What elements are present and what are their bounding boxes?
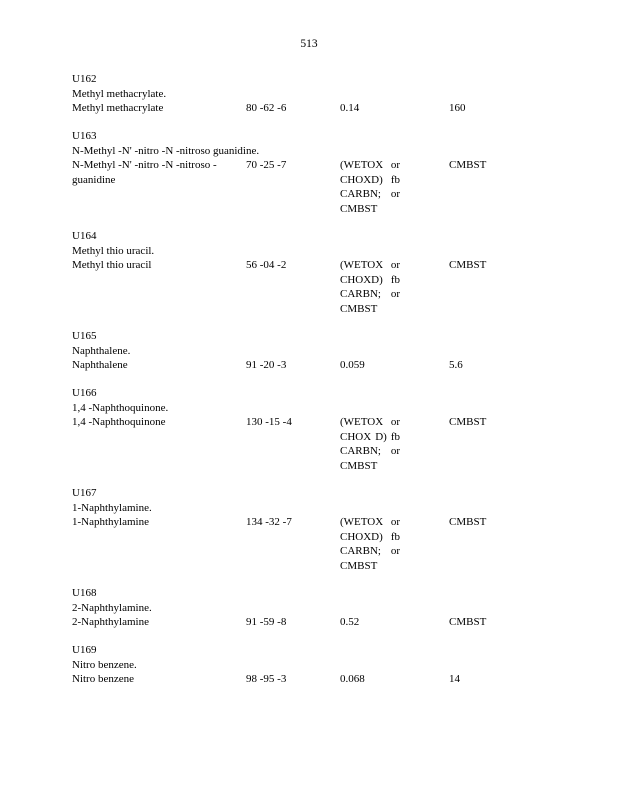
- waste-entry-u167: [72, 486, 592, 573]
- constituent-name: 1,4 -Naphthoquinone: [72, 416, 166, 428]
- cas-number: 130 -15 -4: [246, 416, 292, 428]
- nonwastewater-standard: CMBST: [449, 516, 487, 528]
- waste-code: U168: [72, 587, 97, 599]
- cas-number: 91 -20 -3: [246, 359, 287, 371]
- waste-code: U163: [72, 130, 97, 142]
- waste-entry-u162: [72, 72, 592, 116]
- waste-entry-u166: [72, 386, 592, 473]
- entry-header-name: Nitro benzene.: [72, 658, 137, 671]
- waste-entry-u164: [72, 229, 592, 316]
- constituent-row: [72, 515, 592, 573]
- constituent-name: Naphthalene: [72, 359, 128, 371]
- cas-number: 91 -59 -8: [246, 616, 287, 628]
- nonwastewater-standard: CMBST: [449, 416, 487, 428]
- nonwastewater-standard: CMBST: [449, 616, 487, 628]
- constituent-row: [72, 415, 592, 473]
- nonwastewater-standard: CMBST: [449, 259, 487, 271]
- entry-header-name: N-Methyl -N' -nitro -N -nitroso guanidine.: [72, 144, 260, 157]
- waste-entry-u169: [72, 643, 592, 687]
- waste-entry-u163: [72, 129, 592, 216]
- constituent-row: [72, 358, 592, 373]
- waste-code: U162: [72, 73, 97, 85]
- constituent-name: Methyl thio uracil: [72, 259, 152, 271]
- constituent-name: Methyl methacrylate: [72, 102, 164, 114]
- cas-number: 98 -95 -3: [246, 673, 287, 685]
- wastewater-standard: 0.068: [340, 673, 365, 685]
- entry-header-name: 1-Naphthylamine.: [72, 501, 152, 514]
- cas-number: 56 -04 -2: [246, 259, 287, 271]
- constituent-row: [72, 101, 592, 116]
- constituent-name: Nitro benzene: [72, 673, 134, 685]
- waste-code: U166: [72, 387, 97, 399]
- waste-code: U164: [72, 230, 97, 242]
- constituent-name: 1-Naphthylamine: [72, 516, 149, 528]
- nonwastewater-standard: 160: [449, 102, 466, 114]
- wastewater-standard: 0.059: [340, 359, 365, 371]
- entry-header-name: Methyl methacrylate.: [72, 87, 167, 100]
- constituent-name: N-Methyl -N' -nitro -N -nitroso - guanidine: [72, 159, 217, 186]
- waste-code: U167: [72, 487, 97, 499]
- constituent-name: 2-Naphthylamine: [72, 616, 149, 628]
- entry-header-name: 2-Naphthylamine.: [72, 601, 152, 614]
- constituent-row: [72, 615, 592, 630]
- constituent-row: [72, 258, 592, 316]
- entry-header-name: 1,4 -Naphthoquinone.: [72, 401, 169, 414]
- wastewater-standard: 0.52: [340, 616, 360, 628]
- cas-number: 70 -25 -7: [246, 159, 287, 171]
- nonwastewater-standard: 5.6: [449, 359, 463, 371]
- wastewater-standard: (WETOX or CHOXD) fb CARBN; or CMBST: [340, 159, 400, 215]
- nonwastewater-standard: 14: [449, 673, 460, 685]
- cas-number: 134 -32 -7: [246, 516, 292, 528]
- entry-header-name: Methyl thio uracil.: [72, 244, 155, 257]
- entry-header-name: Naphthalene.: [72, 344, 131, 357]
- cas-number: 80 -62 -6: [246, 102, 287, 114]
- constituent-row: [72, 158, 592, 216]
- page-number: 513: [300, 38, 318, 50]
- waste-entry-u168: [72, 586, 592, 630]
- wastewater-standard: (WETOX or CHOXD) fb CARBN; or CMBST: [340, 516, 400, 572]
- waste-entry-u165: [72, 329, 592, 373]
- constituent-row: [72, 672, 592, 687]
- waste-code: U165: [72, 330, 97, 342]
- wastewater-standard: (WETOX or CHOX D) fb CARBN; or CMBST: [340, 416, 400, 472]
- nonwastewater-standard: CMBST: [449, 159, 487, 171]
- waste-code: U169: [72, 644, 97, 656]
- wastewater-standard: 0.14: [340, 102, 360, 114]
- wastewater-standard: (WETOX or CHOXD) fb CARBN; or CMBST: [340, 259, 400, 315]
